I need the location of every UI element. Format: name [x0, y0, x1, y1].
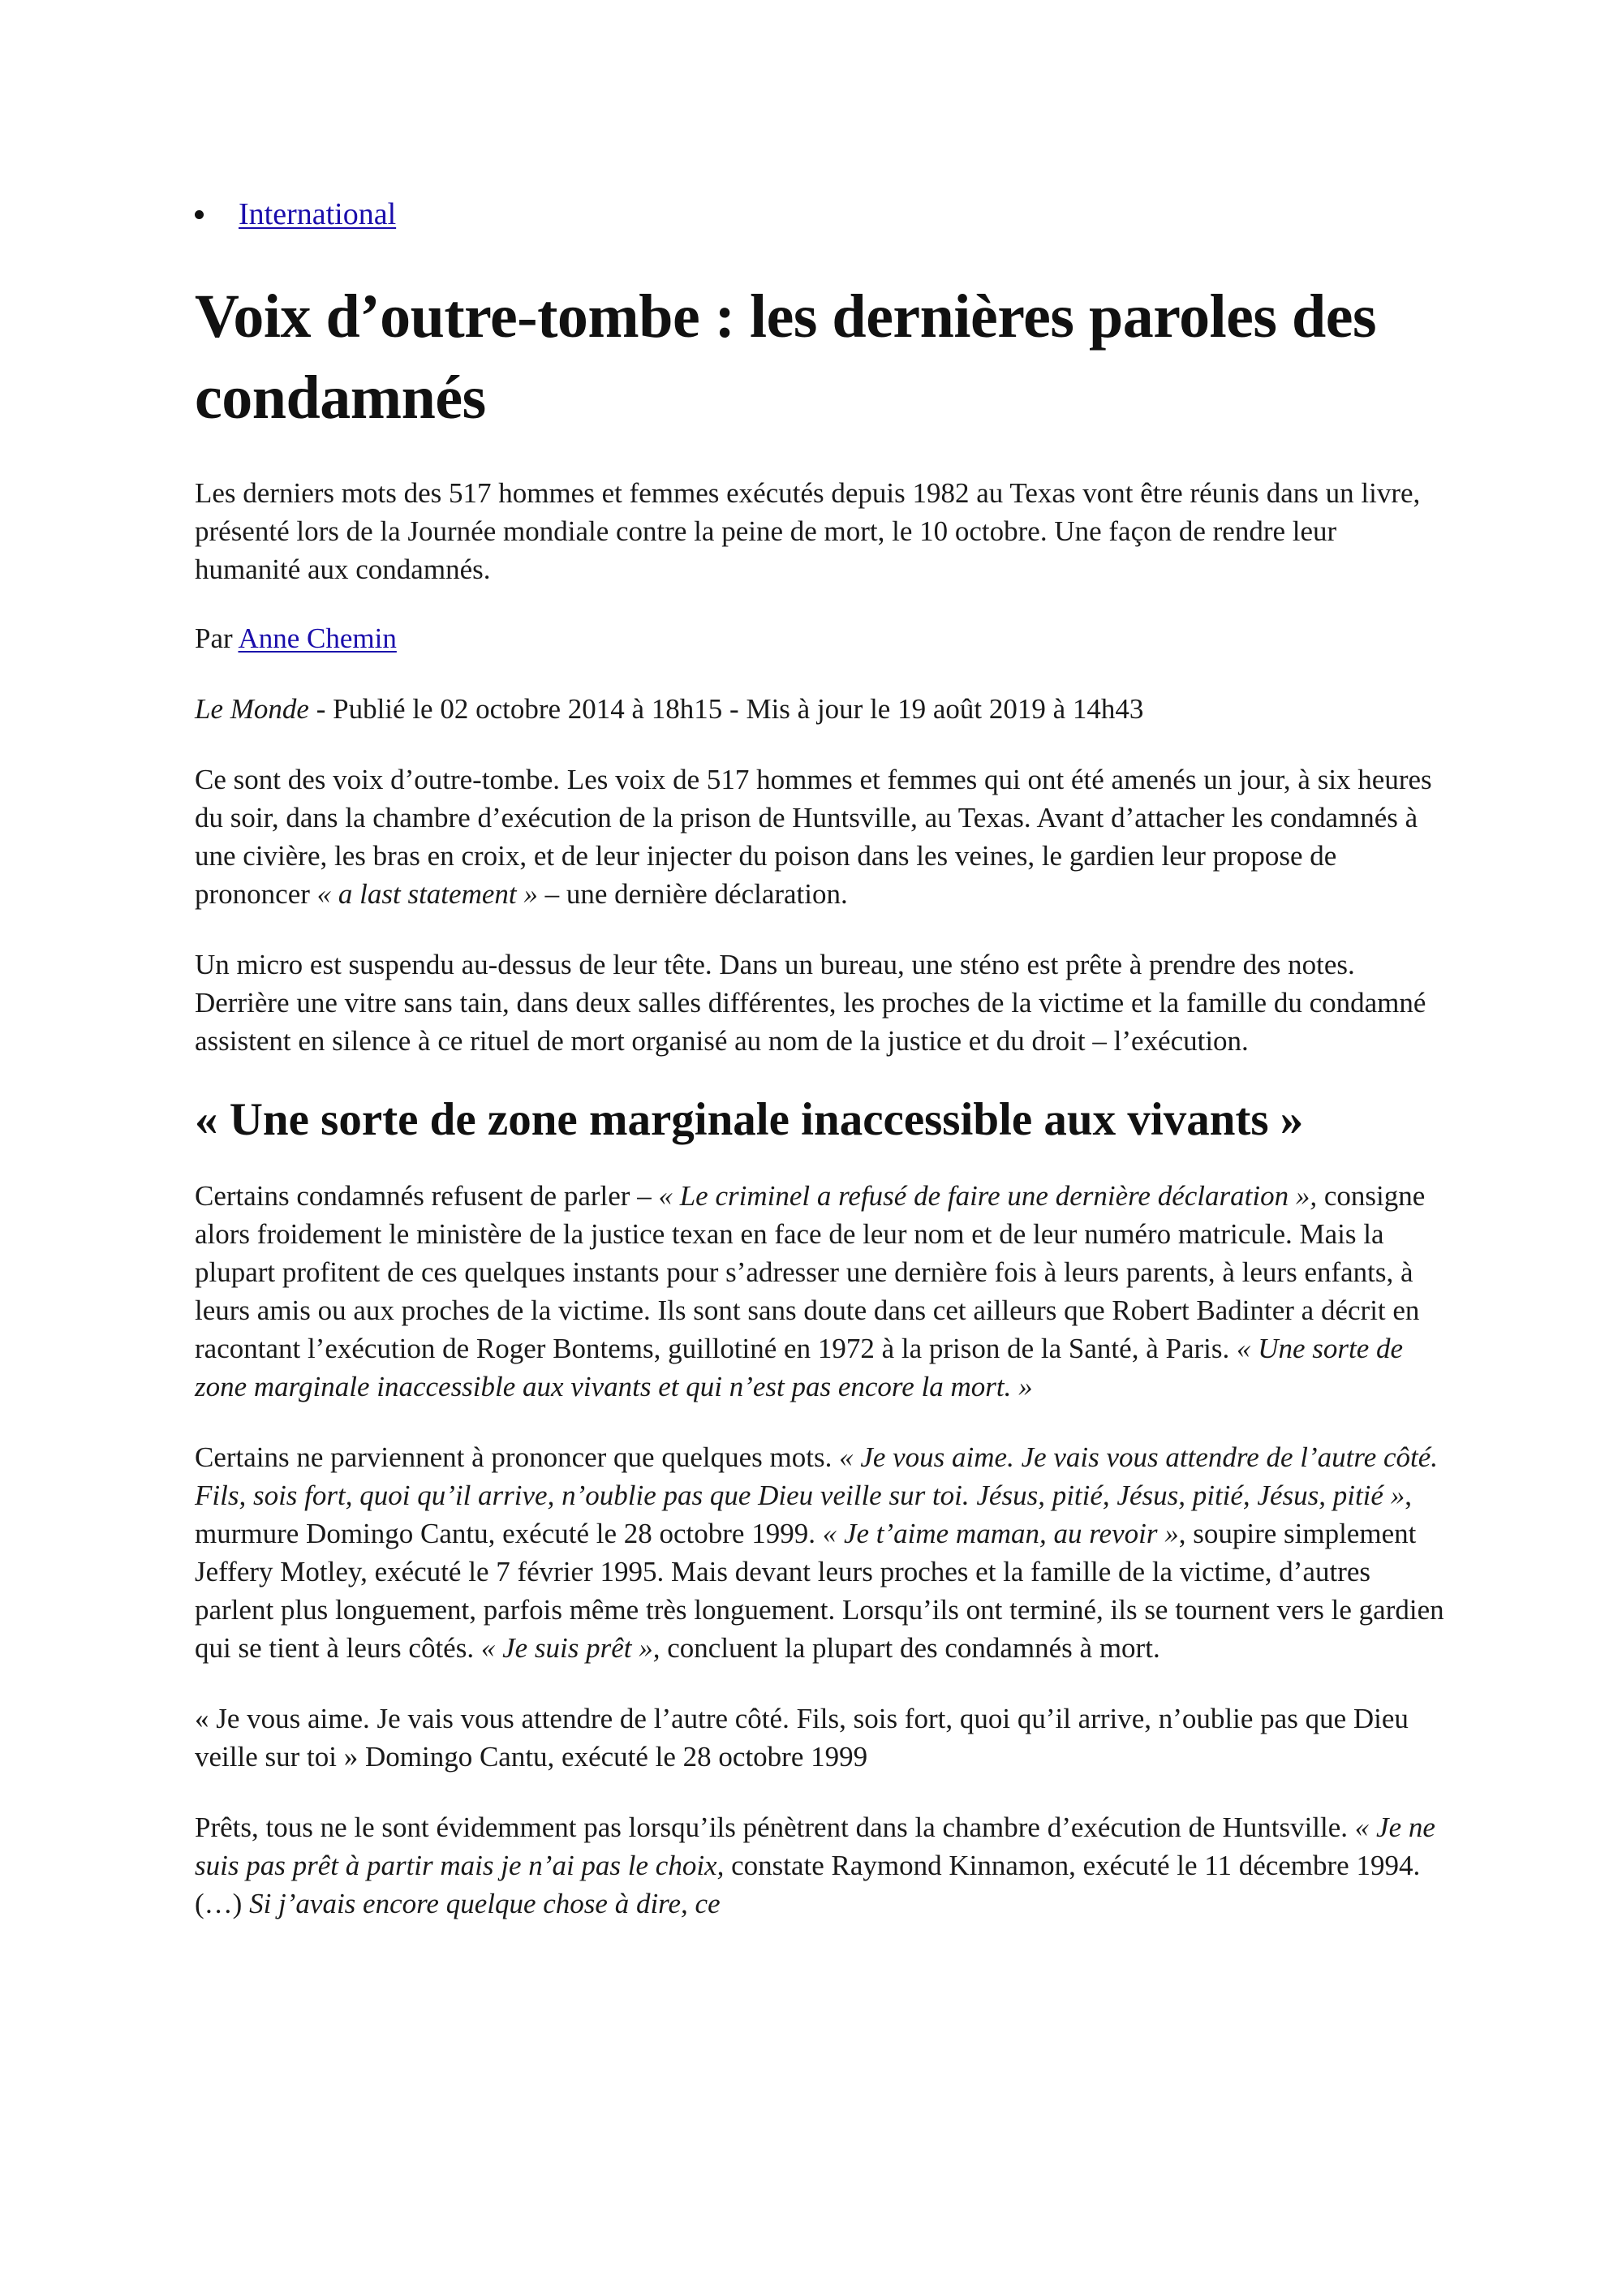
article-page: [195, 192, 1444, 1923]
paragraph-text: Prêts, tous ne le sont évidemment pas lorsqu’ils pénètrent dans la chambre d’exécution de Huntsville.: [195, 1811, 1355, 1843]
quote-text: « Le criminel a refusé de faire une dernière déclaration »,: [658, 1180, 1318, 1212]
paragraph-text: Certains ne parviennent à prononcer que quelques mots.: [195, 1441, 840, 1473]
author-link[interactable]: Anne Chemin: [238, 622, 397, 654]
quote-text: « a last statement »: [316, 878, 538, 910]
paragraph-text: , soupire simplement Jeffery Motley, exécuté le 7 février 1995. Mais devant leurs proches et la famille de la victime, d’autres parlent plus longuement, parfois même très longuement. Lorsqu’ils ont terminé, ils se tournent vers le gardien qui se tient à leurs côtés.: [195, 1518, 1444, 1664]
paragraph-text: , murmure Domingo Cantu, exécuté le 28 octobre 1999.: [195, 1480, 1412, 1549]
paragraph-4: [195, 1438, 1444, 1667]
paragraph-text: consigne alors froidement le ministère de la justice texan en face de leur nom et de leur numéro matricule. Mais la plupart profitent de ces quelques instants pour s’adresser une dernière fois à leurs parents, à leurs enfants, à leurs amis ou aux proches de la victime. Ils sont sans doute dans cet ailleurs que Robert Badinter a décrit en racontant l’exécution de Roger Bontems, guillotiné en 1972 à la prison de la Santé, à Paris.: [195, 1180, 1426, 1364]
paragraph-text: constate Raymond Kinnamon, exécuté le 11 décembre 1994. (…): [195, 1850, 1421, 1919]
publication-name: Le Monde: [195, 693, 309, 725]
quote-text: Si j’avais encore quelque chose à dire, ce: [249, 1888, 721, 1919]
quote-text: « Je t’aime maman, au revoir »: [822, 1518, 1179, 1549]
quote-text: « Je vous aime. Je vais vous attendre de l’autre côté. Fils, sois fort, quoi qu’il arrive, n’oublie pas que Dieu veille sur toi. Jésus, pitié, Jésus, pitié, Jésus, pitié »: [195, 1441, 1439, 1511]
paragraph-5: [195, 1808, 1444, 1923]
article-title: Voix d’outre-tombe : les dernières paroles des condamnés: [195, 282, 1377, 432]
bullet-icon: [195, 210, 204, 219]
byline: [195, 619, 1444, 657]
category-link[interactable]: International: [239, 197, 397, 231]
paragraph-2: Un micro est suspendu au-dessus de leur tête. Dans un bureau, une sténo est prête à prendre des notes. Derrière une vitre sans tain, dans deux salles différentes, les proches de la victime et la famille du condamné assistent en silence à ce rituel de mort organisé au nom de la justice et du droit – l’exécution.: [195, 949, 1426, 1057]
quote-text: « Je ne suis pas prêt à partir mais je n’ai pas le choix,: [195, 1811, 1435, 1881]
breadcrumb-item: [239, 192, 396, 237]
paragraph-text: Ce sont des voix d’outre-tombe. Les voix de 517 hommes et femmes qui ont été amenés un jour, à six heures du soir, dans la chambre d’exécution de la prison de Huntsville, au Texas. Avant d’attacher les condamnés à une civière, les bras en croix, et de leur injecter du poison dans les veines, le gardien leur propose de prononcer: [195, 764, 1432, 910]
byline-prefix: Par: [195, 622, 239, 654]
breadcrumb: [195, 192, 1444, 240]
paragraph-text: – une dernière déclaration.: [537, 878, 848, 910]
paragraph-text: Certains condamnés refusent de parler –: [195, 1180, 659, 1212]
pull-quote: « Je vous aime. Je vais vous attendre de l’autre côté. Fils, sois fort, quoi qu’il arrive, n’oublie pas que Dieu veille sur toi » Domingo Cantu, exécuté le 28 octobre 1999: [195, 1703, 1409, 1773]
paragraph-3: [195, 1177, 1444, 1406]
paragraph-text: concluent la plupart des condamnés à mort.: [660, 1632, 1160, 1664]
paragraph-1: [195, 760, 1444, 913]
section-heading: « Une sorte de zone marginale inaccessible aux vivants »: [195, 1094, 1304, 1145]
dateline: [195, 690, 1444, 728]
quote-text: « Une sorte de zone marginale inaccessible aux vivants et qui n’est pas encore la mort. »: [195, 1333, 1404, 1402]
quote-text: « Je suis prêt »,: [480, 1632, 660, 1664]
publication-dates: - Publié le 02 octobre 2014 à 18h15 - Mis à jour le 19 août 2019 à 14h43: [308, 693, 1144, 725]
article-lead: Les derniers mots des 517 hommes et femmes exécutés depuis 1982 au Texas vont être réunis dans un livre, présenté lors de la Journée mondiale contre la peine de mort, le 10 octobre. Une façon de rendre leur humanité aux condamnés.: [195, 477, 1421, 585]
